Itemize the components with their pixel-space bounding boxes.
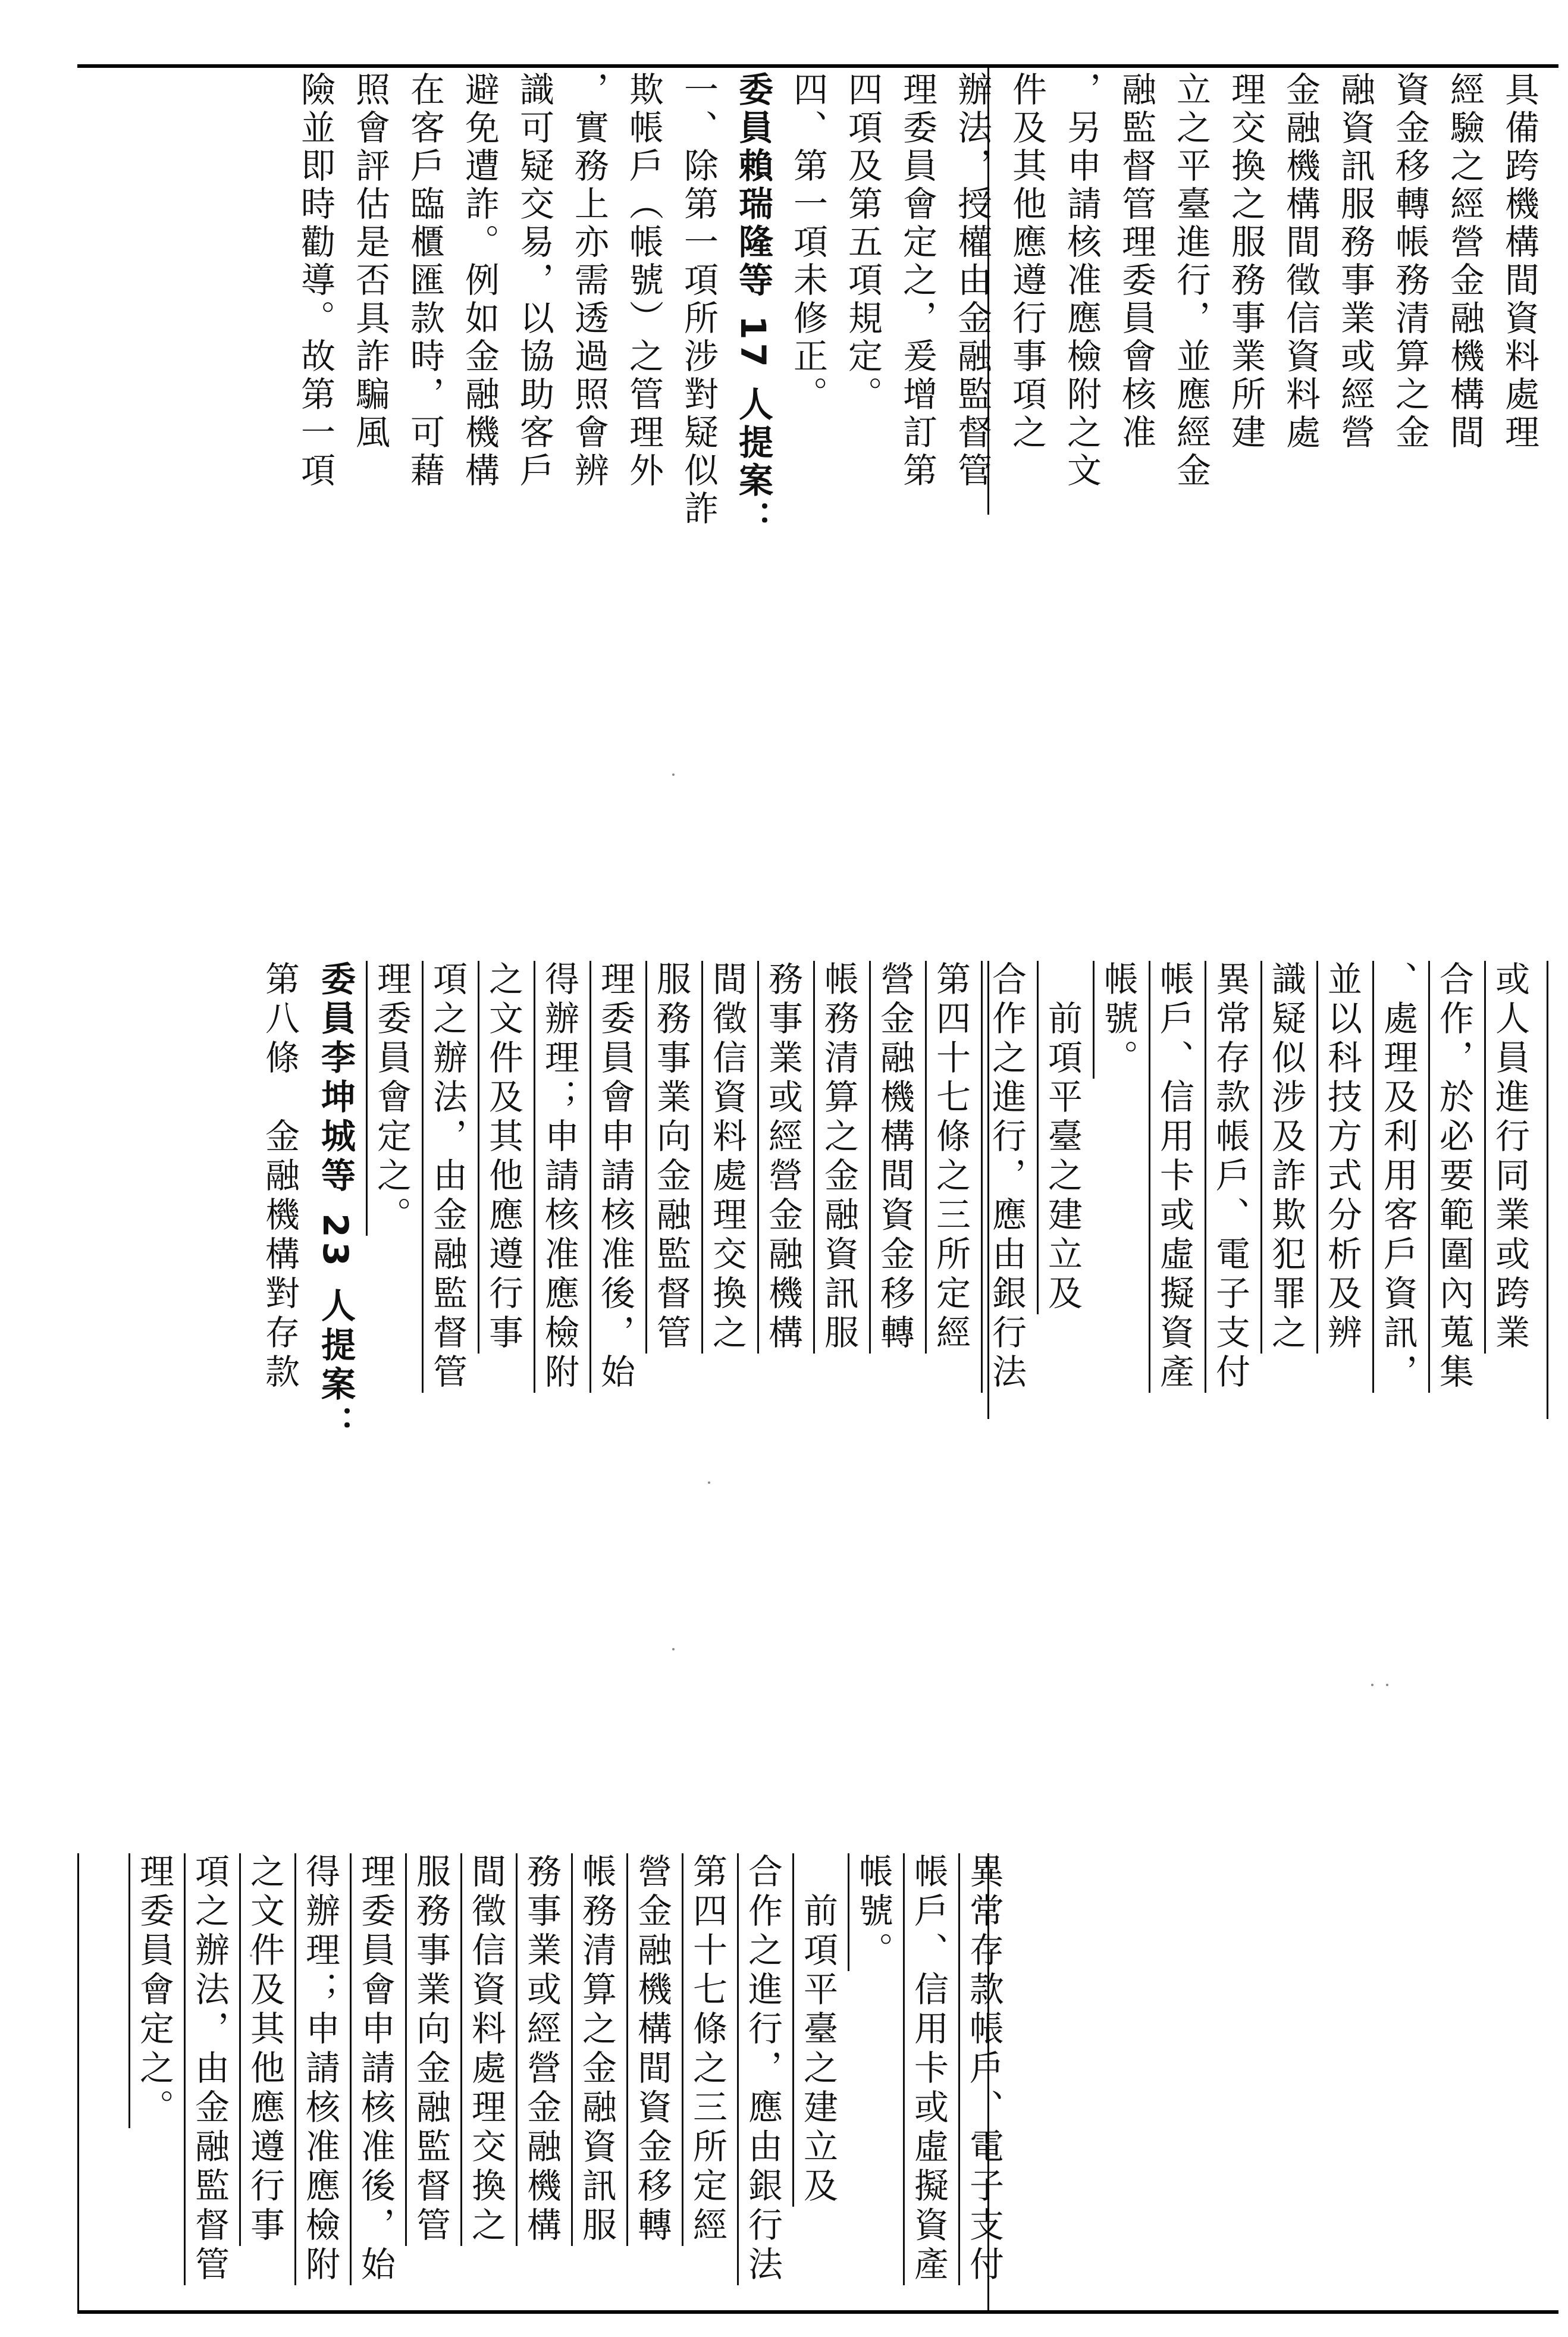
- text-line: 間徵信資料處理交換之: [707, 961, 747, 1354]
- text-line: 服務事業向金融監督管: [651, 961, 691, 1354]
- text-line: 識可疑交易，以協助客戶: [514, 71, 554, 490]
- text-line: 在客戶臨櫃匯款時，可藉: [404, 71, 445, 490]
- text-line: 第四十七條之三所定經: [687, 1853, 727, 2246]
- scan-speck: [1386, 1684, 1388, 1686]
- text-line: 理委員會申請核准後，始: [595, 961, 635, 1393]
- text-line: 照會評估是否具詐騙風: [350, 71, 390, 452]
- text-line: 異常存款帳戶、電子支付: [1210, 961, 1250, 1393]
- text-line: 帳戶、信用卡或虛擬資產: [908, 1853, 949, 2285]
- text-line: 或人員進行同業或跨業: [1489, 961, 1530, 1354]
- text-line: 得辦理；申請核准應檢附: [300, 1853, 340, 2285]
- text-line: 之文件及其他應遵行事: [483, 961, 523, 1354]
- text-line: 營金融機構間資金移轉: [874, 961, 915, 1354]
- text-line: 理委員會定之，爰增訂第: [897, 71, 937, 490]
- text-line: 前項平臺之建立及: [1042, 961, 1083, 1314]
- text-line: 融監督管理委員會核准: [1116, 71, 1156, 452]
- scan-speck: [672, 1648, 675, 1650]
- text-line: 第八條 金融機構對存款: [259, 961, 300, 1393]
- text-line: 融資訊服務事業或經營: [1335, 71, 1375, 452]
- text-line: 欺帳戶（帳號）之管理外: [623, 71, 664, 490]
- text-line: 項之辦法，由金融監督管: [189, 1853, 230, 2285]
- text-line: 理委員會申請核准後，始: [355, 1853, 396, 2285]
- text-line: 服務事業向金融監督管: [410, 1853, 451, 2246]
- text-line: 第四十七條之三所定經: [930, 961, 971, 1354]
- text-line: 金融機構間徵信資料處: [1280, 71, 1321, 452]
- text-line: 帳務清算之金融資訊服: [819, 961, 859, 1354]
- text-line: 經驗之經營金融機構間: [1444, 71, 1485, 452]
- text-line: 險並即時勸導。故第一項: [295, 71, 335, 490]
- text-line: ，實務上亦需透過照會辨: [569, 71, 609, 490]
- text-column-amended-article: [259, 961, 1538, 1445]
- text-line: 四、第一項未修正。: [788, 71, 828, 414]
- text-line: 避免遭詐。例如金融機構: [459, 71, 500, 490]
- text-line: 前項平臺之建立及: [798, 1853, 838, 2207]
- text-line: 得辦理；申請核准應檢附: [539, 961, 579, 1393]
- text-line: 異常存款帳戶、電子支付: [964, 1853, 1004, 2285]
- text-line: 立之平臺進行，並應經金: [1171, 71, 1211, 490]
- text-line: 理委員會定之。: [371, 961, 412, 1236]
- text-line: 具備跨機構間資料處理: [1499, 71, 1539, 452]
- text-line: 務事業或經營金融機構: [521, 1853, 562, 2246]
- text-line: 一、除第一項所涉對疑似詐: [678, 71, 719, 528]
- text-line: ，另申請核准應檢附之文: [1061, 71, 1102, 490]
- text-column-continued-article: [89, 1853, 1011, 2311]
- text-line: 項之辦法，由金融監督管: [427, 961, 468, 1393]
- text-line: 帳號。: [853, 1853, 893, 1971]
- divider-mid-right: [1547, 961, 1548, 1419]
- text-column-explanation: [295, 71, 1547, 539]
- top-border: [77, 64, 1558, 68]
- text-line: 務事業或經營金融機構: [763, 961, 803, 1354]
- text-line: 件及其他應遵行事項之: [1006, 71, 1047, 452]
- text-line: 帳務清算之金融資訊服: [576, 1853, 617, 2246]
- text-line: 帳號。: [1098, 961, 1139, 1079]
- text-line: 、處理及利用客戶資訊，: [1378, 961, 1418, 1393]
- text-line: 資金移轉帳務清算之金: [1390, 71, 1430, 452]
- proposal-heading: 委員李坤城等 23 人提案：: [315, 961, 356, 1445]
- text-line: 之文件及其他應遵行事: [244, 1853, 285, 2246]
- text-line: 帳戶、信用卡或虛擬資產: [1154, 961, 1194, 1393]
- scan-speck: [1371, 1684, 1373, 1686]
- text-line: 並以科技方式分析及辨: [1322, 961, 1362, 1354]
- text-line: 識疑似涉及詐欺犯罪之: [1266, 961, 1306, 1354]
- scan-speck: [672, 773, 675, 776]
- text-line: 營金融機構間資金移轉: [632, 1853, 672, 2246]
- text-line: 四項及第五項規定。: [842, 71, 883, 414]
- text-line: 合作之進行，應由銀行法: [986, 961, 1027, 1393]
- divider-bottom-left: [77, 1853, 79, 2310]
- text-line: 理委員會定之。: [134, 1853, 174, 2128]
- proposal-heading: 委員賴瑞隆等 17 人提案：: [733, 71, 773, 539]
- text-line: 理交換之服務事業所建: [1225, 71, 1266, 452]
- text-line: 間徵信資料處理交換之: [466, 1853, 506, 2246]
- text-line: 辦法，授權由金融監督管: [952, 71, 992, 490]
- scan-speck: [708, 1481, 710, 1484]
- text-line: 合作之進行，應由銀行法: [742, 1853, 783, 2285]
- text-line: 合作，於必要範圍內蒐集: [1434, 961, 1474, 1393]
